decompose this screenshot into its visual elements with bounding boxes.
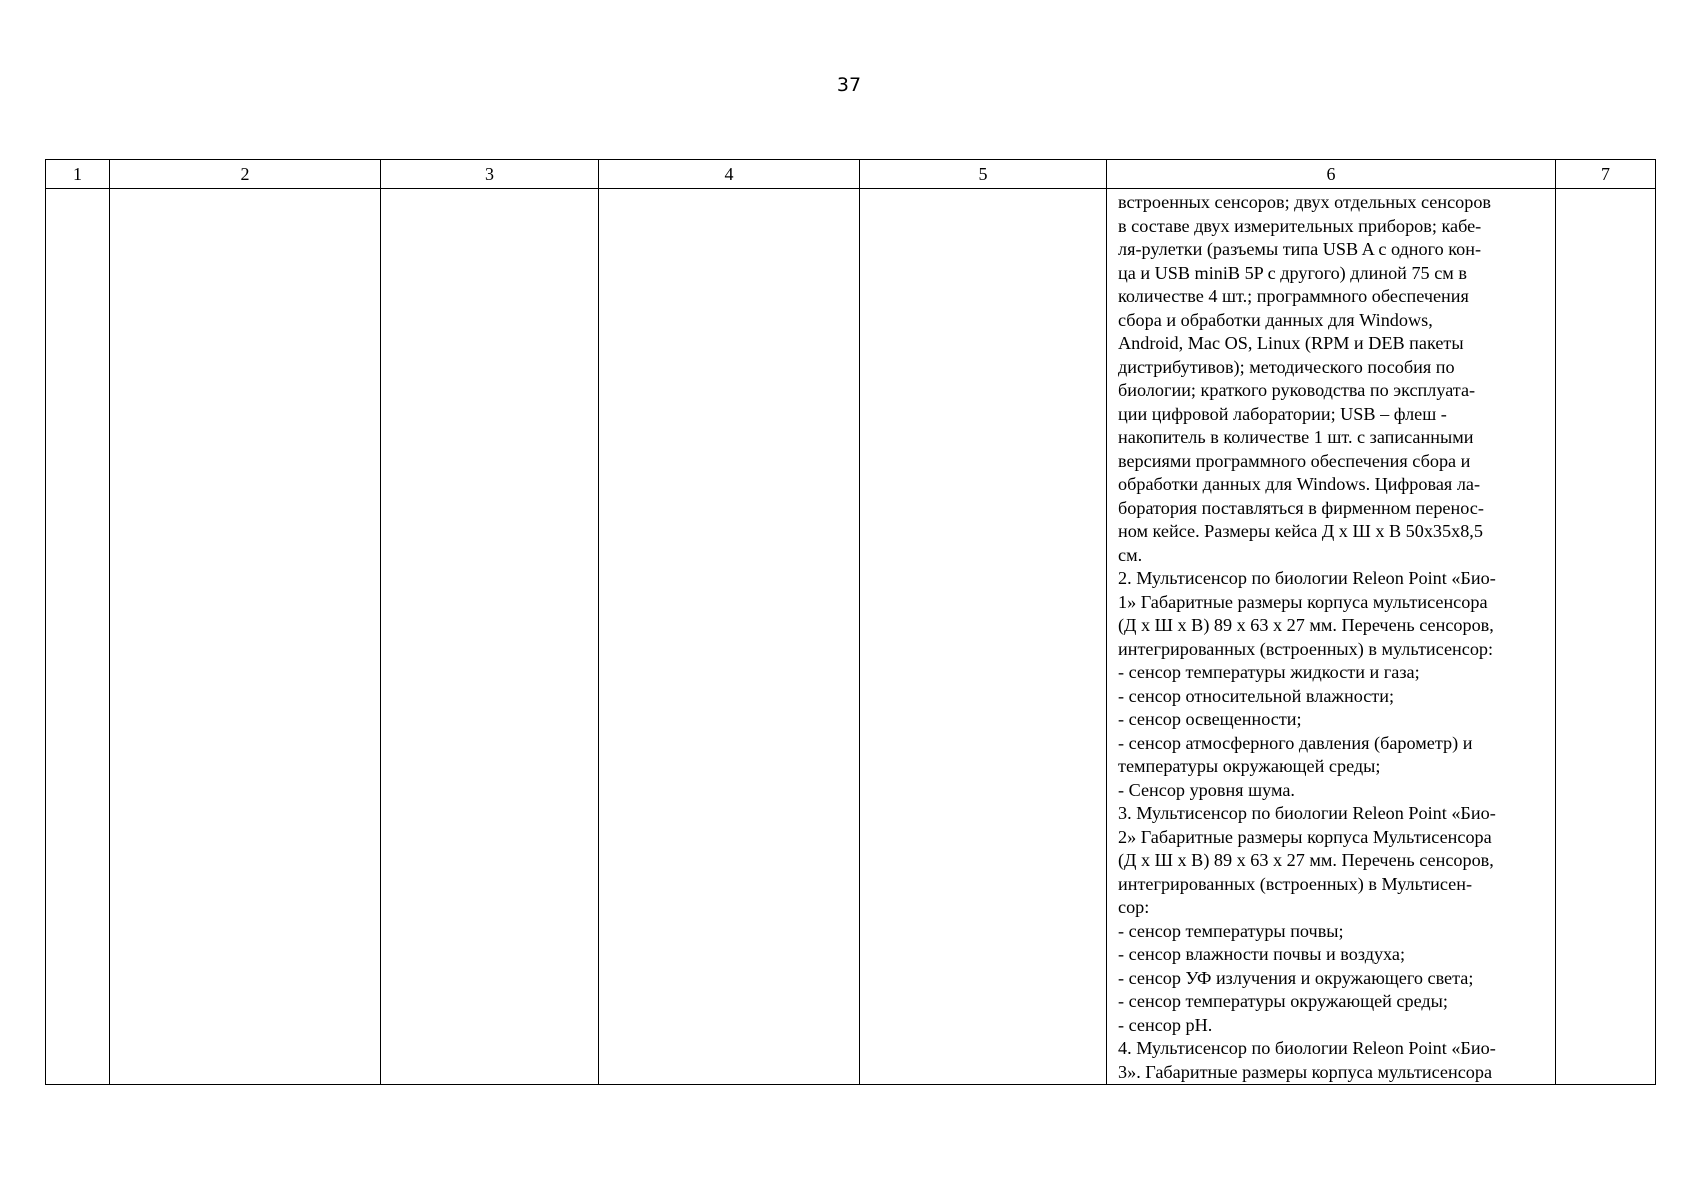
column-header-7: 7 [1556, 160, 1656, 189]
cell-col-7 [1556, 189, 1656, 1085]
column-header-1: 1 [46, 160, 110, 189]
description-line: температуры окружающей среды; [1118, 756, 1381, 776]
description-line: ля-рулетки (разъемы типа USB A с одного кон- [1118, 239, 1482, 259]
description-line: ца и USB miniB 5P с другого) длиной 75 см в [1118, 262, 1467, 283]
description-line: - сенсор влажности почвы и воздуха; [1118, 944, 1406, 964]
description-line: Android, Mac OS, Linux (RPM и DEB пакеты [1118, 333, 1464, 353]
cell-col-2 [110, 189, 381, 1085]
description-line: 2. Мультисенсор по биологии Releon Point «Био- [1118, 568, 1496, 588]
cell-col-5 [860, 189, 1107, 1085]
cell-col-4 [599, 189, 860, 1085]
description-line: боратория поставляться в фирменном перенос- [1118, 497, 1484, 518]
description-line: накопитель в количестве 1 шт. с записанными [1118, 427, 1474, 447]
description-line: количестве 4 шт.; программного обеспечения [1118, 286, 1469, 306]
description-line: сбора и обработки данных для Windows, [1118, 309, 1433, 330]
column-header-2: 2 [110, 160, 381, 189]
description-line: - сенсор температуры жидкости и газа; [1118, 662, 1420, 682]
cell-col-3 [381, 189, 599, 1085]
description-line: (Д х Ш х В) 89 х 63 х 27 мм. Перечень сенсоров, [1118, 615, 1494, 635]
description-line: сор: [1118, 897, 1150, 917]
description-line: - сенсор температуры окружающей среды; [1118, 991, 1448, 1011]
column-number-row [46, 160, 1656, 189]
description-line: - сенсор УФ излучения и окружающего света; [1118, 967, 1474, 988]
description-line: - сенсор относительной влажности; [1118, 685, 1395, 706]
description-line: версиями программного обеспечения сбора и [1118, 450, 1471, 471]
description-line: интегрированных (встроенных) в Мультисен- [1118, 873, 1473, 894]
page-number: 37 [836, 74, 862, 96]
description-line: интегрированных (встроенных) в мультисенсор: [1118, 638, 1494, 659]
description-line: см. [1118, 544, 1143, 565]
cell-col-1 [46, 189, 110, 1085]
column-header-5: 5 [860, 160, 1107, 189]
description-line: - сенсор освещенности; [1118, 709, 1302, 729]
column-header-4: 4 [599, 160, 860, 189]
description-line: 1» Габаритные размеры корпуса мультисенсора [1118, 591, 1488, 612]
description-line: ном кейсе. Размеры кейса Д х Ш х В 50x35x8,5 [1118, 521, 1483, 541]
column-header-6: 6 [1107, 160, 1556, 189]
description-line: ции цифровой лаборатории; USB – флеш - [1118, 403, 1447, 424]
description-line: 2» Габаритные размеры корпуса Мультисенсора [1118, 826, 1492, 847]
description-cell [1107, 189, 1556, 1085]
description-line: 4. Мультисенсор по биологии Releon Point «Био- [1118, 1038, 1496, 1058]
description-line: 3. Мультисенсор по биологии Releon Point «Био- [1118, 803, 1496, 823]
description-line: - сенсор атмосферного давления (барометр) и [1118, 732, 1473, 753]
description-line: 3». Габаритные размеры корпуса мультисенсора [1118, 1061, 1493, 1082]
description-line: биологии; краткого руководства по эксплуата- [1118, 380, 1476, 400]
column-header-3: 3 [381, 160, 599, 189]
description-line: (Д х Ш х В) 89 х 63 х 27 мм. Перечень сенсоров, [1118, 850, 1494, 870]
description-line: - сенсор температуры почвы; [1118, 920, 1344, 941]
table-row [46, 189, 1656, 1085]
description-line: - сенсор pH. [1118, 1014, 1213, 1035]
description-line: дистрибутивов); методического пособия по [1118, 356, 1455, 377]
specification-table [45, 159, 1656, 1085]
description-line: обработки данных для Windows. Цифровая ла- [1118, 474, 1481, 494]
description-line: в составе двух измерительных приборов; кабе- [1118, 215, 1482, 236]
description-line: - Сенсор уровня шума. [1118, 779, 1295, 800]
description-line: встроенных сенсоров; двух отдельных сенсоров [1118, 192, 1492, 212]
